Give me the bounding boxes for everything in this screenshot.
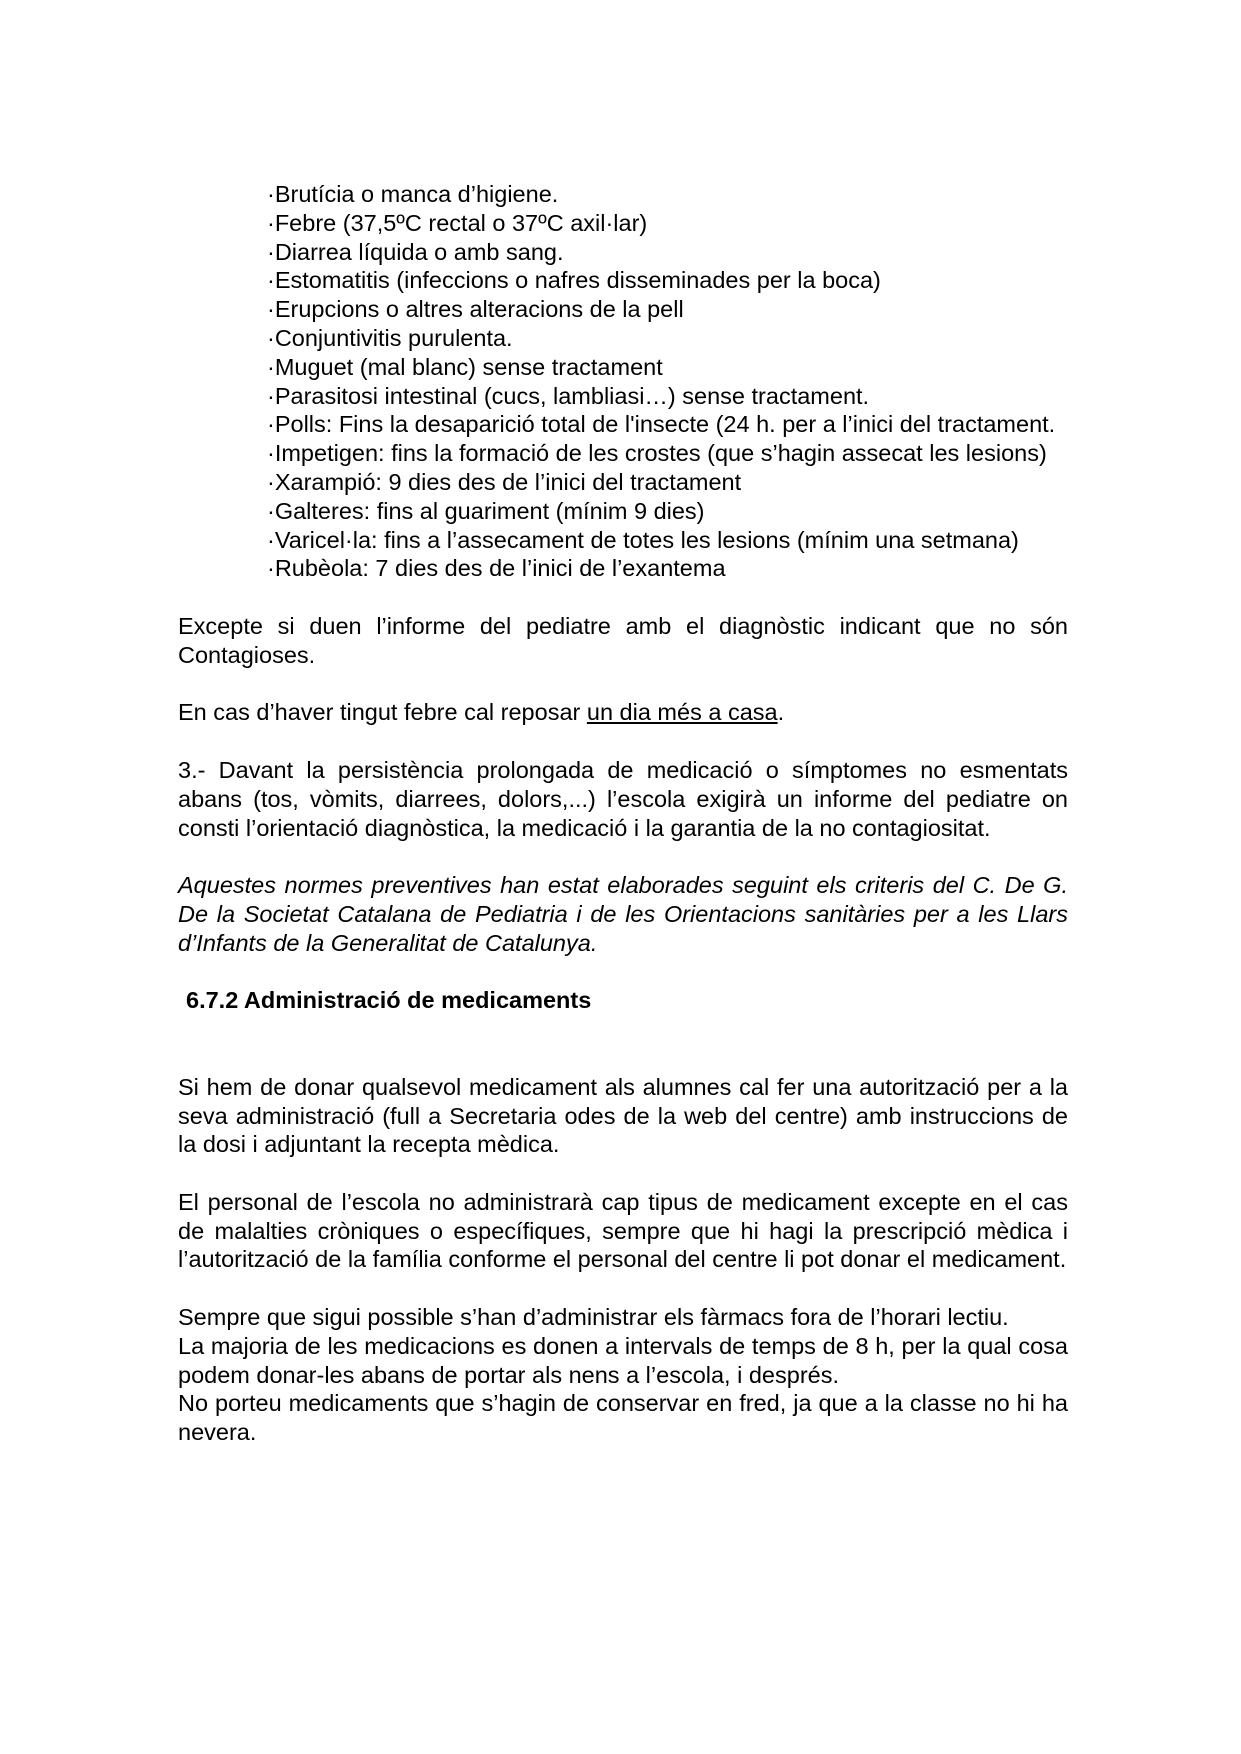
exclusion-criteria-list xyxy=(267,180,1068,583)
list-item: ·Xarampió: 9 dies des de l’inici del tractament xyxy=(267,468,742,495)
medication-timing-line-2: La majoria de les medicacions es donen a intervals de temps de 8 h, per la qual cosa podem donar-les abans de portar als nens a l’escola, i després. xyxy=(178,1332,1068,1388)
list-item: ·Estomatitis (infeccions o nafres disseminades per la boca) xyxy=(267,267,881,294)
source-note-paragraph: Aquestes normes preventives han estat elaborades seguint els criteris del C. De G. De la Societat Catalana de Pediatria i de les Orientacions sanitàries per a les Llars d’Infants de la Generalitat de Catalunya. xyxy=(178,872,1068,956)
fever-rest-emphasis: un dia més a casa xyxy=(586,699,778,726)
list-item: ·Muguet (mal blanc) sense tractament xyxy=(267,353,663,380)
list-item: ·Galteres: fins al guariment (mínim 9 dies) xyxy=(267,497,705,524)
spacer xyxy=(178,958,1068,987)
fever-text-prefix: En cas d’haver tingut febre cal reposar xyxy=(178,699,587,726)
list-item: ·Diarrea líquida o amb sang. xyxy=(267,238,564,265)
medication-authorization-paragraph: Si hem de donar qualsevol medicament als alumnes cal fer una autorització per a la seva administració (full a Secretaria odes de la web del centre) amb instruccions de la dosi i adjuntant la recepta mèdica. xyxy=(178,1073,1068,1158)
spacer xyxy=(178,670,1068,699)
list-item: ·Brutícia o manca d’higiene. xyxy=(267,181,559,207)
fever-paragraph xyxy=(178,698,1068,727)
fever-text-suffix: . xyxy=(777,699,785,726)
spacer xyxy=(178,727,1068,756)
list-item: ·Varicel·la: fins a l’assecament de totes les lesions (mínim una setmana) xyxy=(267,526,1019,553)
medication-staff-policy-paragraph: El personal de l’escola no administrarà cap tipus de medicament excepte en el cas de malalties cròniques o específiques, sempre que hi hagi la prescripció mèdica i l’autorització de la família conforme el personal del centre li pot donar el medicament. xyxy=(178,1188,1068,1273)
spacer xyxy=(178,1015,1068,1073)
exception-paragraph: Excepte si duen l’informe del pediatre amb el diagnòstic indicant que no són Contagioses. xyxy=(178,612,1068,668)
section-heading: 6.7.2 Administració de medicaments xyxy=(186,987,592,1014)
list-item: ·Parasitosi intestinal (cucs, lambliasi…) sense tractament. xyxy=(267,382,870,409)
document-page xyxy=(178,180,1068,1447)
list-item: ·Conjuntivitis purulenta. xyxy=(267,324,513,351)
spacer xyxy=(178,842,1068,871)
list-item: ·Erupcions o altres alteracions de la pell xyxy=(267,296,684,323)
point-3-paragraph: 3.- Davant la persistència prolongada de medicació o símptomes no esmentats abans (tos, vòmits, diarrees, dolors,...) l’escola exigirà un informe del pediatre on consti l’orientació diagnòstica, la medicació i la garantia de la no contagiositat. xyxy=(178,756,1068,841)
spacer xyxy=(178,1274,1068,1303)
list-item: ·Polls: Fins la desaparició total de l'insecte (24 h. per a l’inici del tractament. xyxy=(267,411,1056,438)
medication-cold-storage-line: No porteu medicaments que s’hagin de conservar en fred, ja que a la classe no hi ha nevera. xyxy=(178,1390,1068,1446)
list-item: ·Impetigen: fins la formació de les crostes (que s’hagin assecat les lesions) xyxy=(267,440,1047,467)
medication-timing-line-1: Sempre que sigui possible s’han d’administrar els fàrmacs fora de l’horari lectiu. xyxy=(178,1304,1009,1331)
spacer xyxy=(178,583,1068,612)
list-item: ·Febre (37,5ºC rectal o 37ºC axil·lar) xyxy=(267,209,648,236)
spacer xyxy=(178,1159,1068,1188)
list-item: ·Rubèola: 7 dies des de l’inici de l’exantema xyxy=(267,555,726,582)
